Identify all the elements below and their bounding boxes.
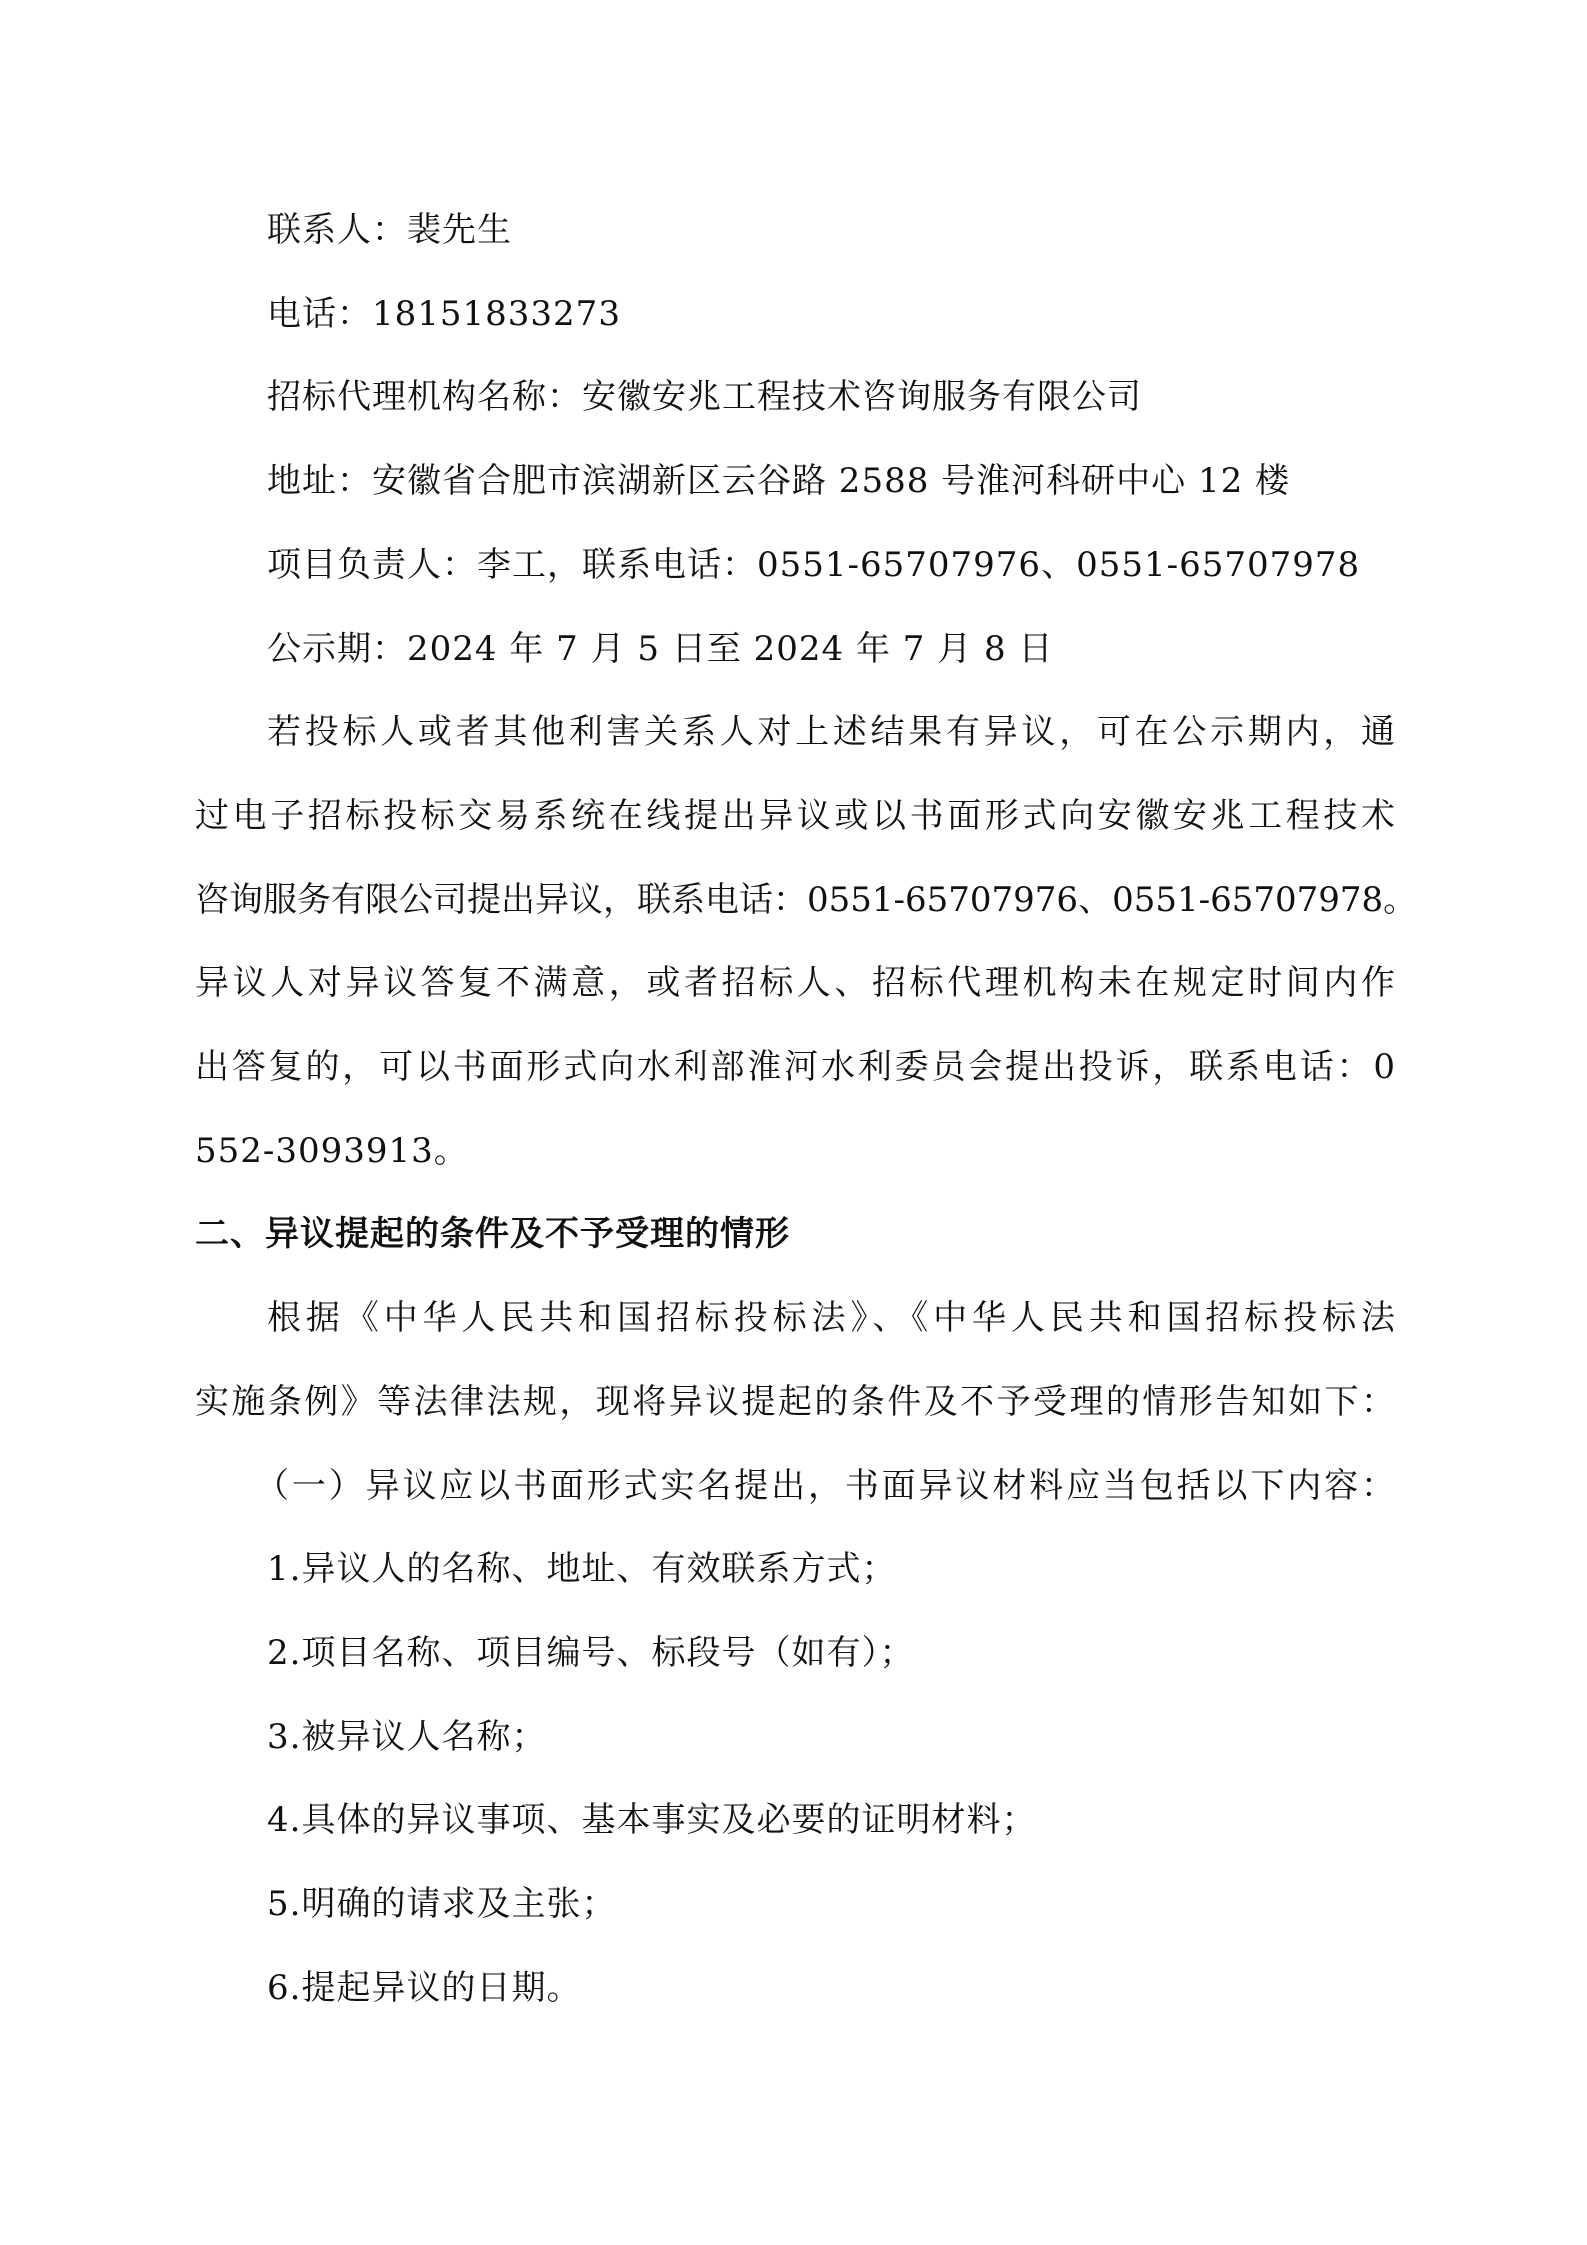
list-item: 5.明确的请求及主张； <box>267 1884 617 1924</box>
list-item: 3.被异议人名称； <box>267 1717 547 1757</box>
list-item: 1.异议人的名称、地址、有效联系方式； <box>267 1549 897 1589</box>
section-intro-line: 实施条例》等法律法规，现将异议提起的条件及不予受理的情形告知如下： <box>195 1382 1395 1422</box>
list-item: 2.项目名称、项目编号、标段号（如有）； <box>267 1633 915 1673</box>
objection-notice-line: 出答复的，可以书面形式向水利部淮河水利委员会提出投诉，联系电话：0 <box>195 1047 1395 1087</box>
list-item: 4.具体的异议事项、基本事实及必要的证明材料； <box>267 1800 1037 1840</box>
contact-phone: 电话：18151833273 <box>267 294 621 334</box>
publicity-period: 公示期：2024 年 7 月 5 日至 2024 年 7 月 8 日 <box>267 629 1054 669</box>
objection-notice-line: 若投标人或者其他利害关系人对上述结果有异议，可在公示期内，通 <box>267 712 1395 752</box>
objection-notice-line: 异议人对异议答复不满意，或者招标人、招标代理机构未在规定时间内作 <box>195 963 1395 1003</box>
objection-notice-line: 过电子招标投标交易系统在线提出异议或以书面形式向安徽安兆工程技术 <box>195 796 1395 836</box>
list-item: 6.提起异议的日期。 <box>267 1968 582 2008</box>
section-intro-line: 根据《中华人民共和国招标投标法》、《中华人民共和国招标投标法 <box>267 1298 1395 1338</box>
agency-address: 地址：安徽省合肥市滨湖新区云谷路 2588 号淮河科研中心 12 楼 <box>267 461 1291 501</box>
agency-name: 招标代理机构名称：安徽安兆工程技术咨询服务有限公司 <box>267 377 1142 417</box>
section-heading: 二、异议提起的条件及不予受理的情形 <box>195 1214 790 1254</box>
project-lead: 项目负责人：李工，联系电话：0551-65707976、0551-65707978 <box>267 545 1361 585</box>
section-subheading: （一）异议应以书面形式实名提出，书面异议材料应当包括以下内容： <box>255 1466 1395 1506</box>
objection-notice-line: 咨询服务有限公司提出异议，联系电话：0551-65707976、0551-65707978。 <box>195 880 1418 920</box>
objection-notice-line: 552-3093913。 <box>195 1131 469 1171</box>
contact-person: 联系人：裴先生 <box>267 210 512 250</box>
